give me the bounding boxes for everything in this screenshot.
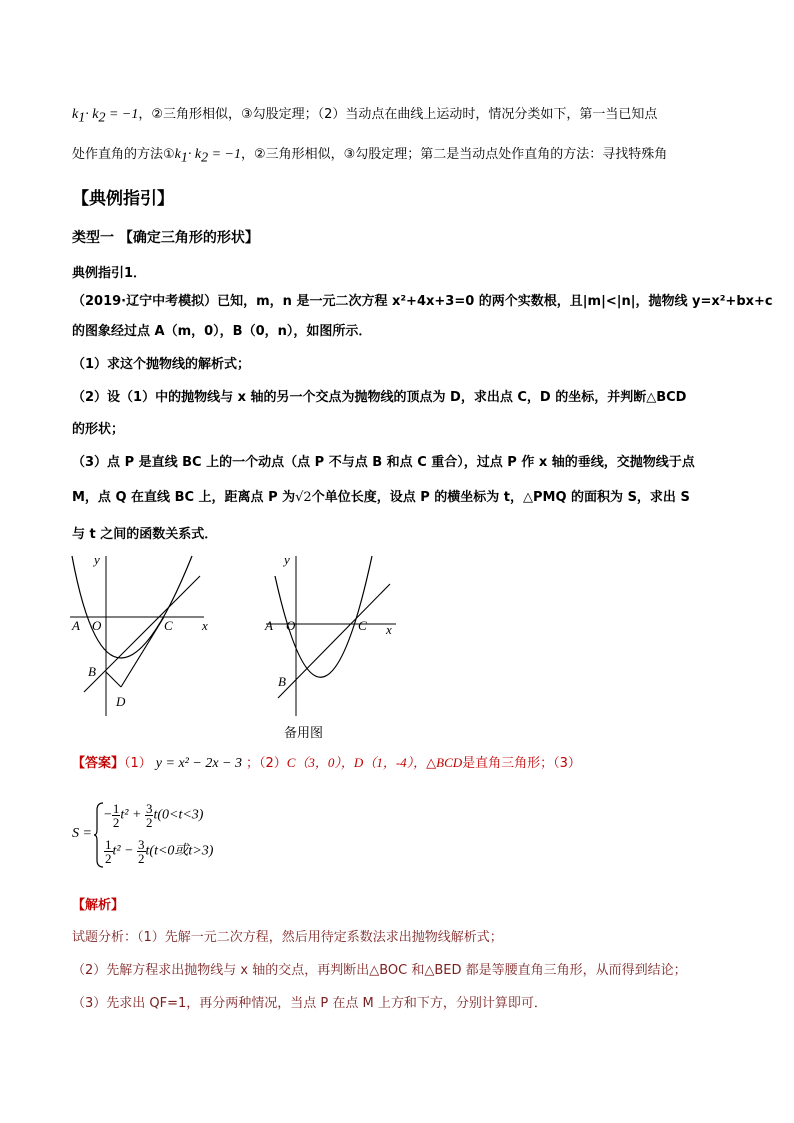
question-1: （1）求这个抛物线的解析式； — [72, 357, 251, 372]
piecewise-row-1: − $\frac{1}{2}$ t² + $\frac{3}{2}$ t(0<t<3) — [104, 801, 204, 830]
piecewise-row-2: $\frac{1}{2}$ t² − $\frac{3}{2}$ t(t<0或t>3) — [105, 837, 214, 866]
piecewise-formula — [72, 800, 332, 870]
figure-main — [66, 548, 216, 718]
question-2a: （2）设（1）中的抛物线与 x 轴的另一个交点为抛物线的顶点为 D，求出点 C，D 的坐标，并判断△BCD — [72, 390, 687, 405]
figure-backup — [262, 548, 412, 718]
label-b: B — [88, 664, 96, 679]
question-3c: 与 t 之间的函数关系式． — [72, 527, 218, 542]
question-3b: M，点 Q 在直线 BC 上，距离点 P 为√2个单位长度，设点 P 的横坐标为 t，△PMQ 的面积为 S，求出 S — [72, 490, 690, 505]
label-o: O — [286, 618, 296, 633]
line-bc — [84, 576, 200, 692]
figure-caption: 备用图 — [284, 725, 324, 740]
question-2b: 的形状； — [72, 422, 125, 437]
label-a: A — [265, 618, 273, 633]
label-d: D — [116, 694, 126, 709]
question-3a: （3）点 P 是直线 BC 上的一个动点（点 P 不与点 B 和点 C 重合），过点 P 作 x 轴的垂线，交抛物线于点 — [72, 455, 695, 470]
label-o: O — [92, 618, 102, 633]
analysis-label: 【解析】 — [72, 898, 125, 913]
type-title: 类型一 【确定三角形的形状】 — [72, 230, 259, 246]
example-label: 典例指引1． — [72, 266, 147, 281]
intro-line-2: 处作直角的方法$①k_1\cdot k_2 = -1$，②三角形相似，③勾股定理；第二是当动点处作直角的方法：寻找特殊角 — [72, 147, 668, 166]
label-x: x — [202, 618, 208, 633]
segment-bd — [106, 672, 121, 687]
label-x: x — [386, 622, 392, 637]
segment-dc — [121, 617, 164, 687]
parabola — [72, 556, 192, 658]
piecewise-lhs: S = — [72, 826, 92, 841]
intro-line-1: $k_1\cdot k_2 = -1$，②三角形相似，③勾股定理；（2）当动点在曲线上运动时，情况分类如下，第一当已知点 — [72, 107, 658, 126]
label-b: B — [278, 674, 286, 689]
analysis-line-2: （2）先解方程求出抛物线与 x 轴的交点，再判断出△BOC 和△BED 都是等腰直角三角形，从而得到结论； — [72, 963, 687, 978]
line-bc — [278, 584, 390, 698]
label-y: y — [94, 552, 100, 567]
answer-line: 【答案】（1） y = x² − 2x − 3 ；（2）C（3，0），D（1，-4），△BCD是直角三角形；（3） — [72, 755, 581, 771]
problem-line-1: （2019·辽宁中考模拟）已知，m，n 是一元二次方程 x²+4x+3=0 的两个实数根，且|m|<|n|，抛物线 y=x²+bx+c — [72, 294, 773, 309]
problem-line-2: 的图象经过点 A（m，0），B（0，n），如图所示． — [72, 324, 372, 339]
label-c: C — [164, 618, 173, 633]
label-a: A — [72, 618, 80, 633]
analysis-line-1: 试题分析：（1）先解一元二次方程，然后用待定系数法求出抛物线解析式； — [72, 930, 503, 945]
label-c: C — [358, 618, 367, 633]
section-title: 【典例指引】 — [72, 189, 174, 209]
label-y: y — [284, 552, 290, 567]
left-brace — [94, 802, 104, 868]
analysis-line-3: （3）先求出 QF=1，再分两种情况，当点 P 在点 M 上方和下方，分别计算即可． — [72, 996, 547, 1011]
